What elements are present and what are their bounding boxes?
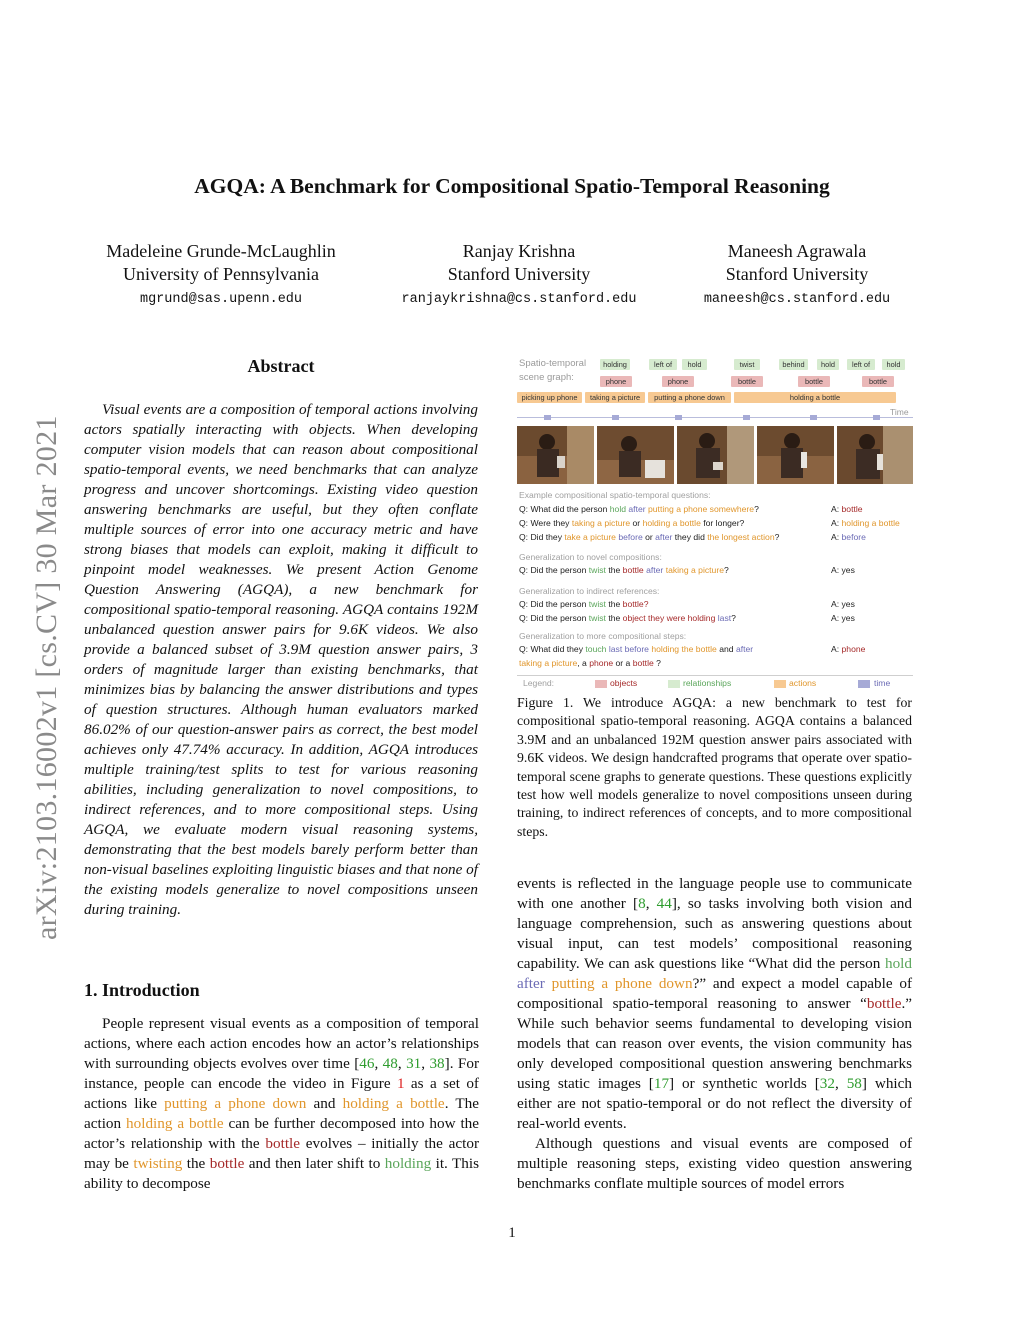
author-name: Ranjay Krishna <box>462 241 576 261</box>
relation-chip: left of <box>847 359 875 370</box>
author-affiliation: University of Pennsylvania <box>123 264 319 284</box>
example-question: Q: What did the person hold after putting a phone somewhere? <box>519 504 759 514</box>
arxiv-identifier: arXiv:2103.16002v1 [cs.CV] 30 Mar 2021 <box>30 415 63 940</box>
video-frame <box>677 426 754 484</box>
generalization-heading: Generalization to indirect references: <box>519 586 660 596</box>
legend-item: time <box>874 678 891 688</box>
object-chip: phone <box>662 376 694 387</box>
action-chip: picking up phone <box>517 392 582 403</box>
citation-link[interactable]: 44 <box>656 895 672 912</box>
example-answer: A: yes <box>831 613 855 623</box>
video-frame <box>597 426 674 484</box>
example-answer: A: phone <box>831 644 866 654</box>
citation-link[interactable]: 46 <box>359 1055 375 1072</box>
author-email[interactable]: ranjaykrishna@cs.stanford.edu <box>401 292 637 307</box>
example-answer: A: bottle <box>831 504 863 514</box>
author-3 <box>652 240 942 311</box>
relation-chip: hold <box>817 359 839 370</box>
time-tick <box>612 415 619 420</box>
relation-chip: hold <box>882 359 905 370</box>
citation-link[interactable]: 38 <box>429 1055 445 1072</box>
legend-swatch-actions <box>774 680 786 688</box>
object-chip: bottle <box>862 376 894 387</box>
action-chip: taking a picture <box>585 392 645 403</box>
abstract-text: Visual events are a composition of temporal actions involving actors spatially interacting with objects. When developing computer vision models that can reason about compositional spatio-temporal events, we need benchmarks that can analyze progress and uncover shortcomings. Existing video question answering benchmarks are useful, but they often conflate multiple sources of error into one accuracy metric and have strong biases that models can exploit, making it difficult to pinpoint model weaknesses. We present Action Genome Question Answering (AGQA), a new benchmark for compositional spatio-temporal reasoning. AGQA contains 192M unbalanced question answer pairs for 9.6K videos. We also provide a balanced subset of 3.9M question answer pairs, 3 orders of magnitude larger than existing benchmarks, that minimizes bias by balancing the answer distributions and types of question structures. Although human evaluators marked 86.02% of our question-answer pairs as correct, the best model achieves only 47.74% accuracy. In addition, AGQA introduces multiple training/test splits to test for various reasoning abilities, including generalization to novel compositions, to indirect references, and to more compositional steps. Using AGQA, we evaluate modern visual reasoning systems, demonstrating that the best models barely perform better than non-visual baselines exploiting linguistic biases and that none of the existing models generalize to novel compositions unseen during training. <box>84 401 478 918</box>
frame-image <box>597 426 674 484</box>
object-chip: bottle <box>798 376 830 387</box>
video-frame <box>757 426 834 484</box>
frame-image <box>677 426 754 484</box>
example-answer: A: yes <box>831 599 855 609</box>
relation-chip: hold <box>682 359 707 370</box>
author-email[interactable]: maneesh@cs.stanford.edu <box>703 292 891 307</box>
time-tick <box>873 415 880 420</box>
citation-link[interactable]: 58 <box>846 1075 862 1092</box>
figure-1 <box>517 356 913 692</box>
author-name: Maneesh Agrawala <box>727 241 867 261</box>
author-affiliation: Stanford University <box>725 264 869 284</box>
author-affiliation: Stanford University <box>447 264 591 284</box>
legend-swatch-objects <box>595 680 607 688</box>
citation-link[interactable]: 32 <box>819 1075 835 1092</box>
example-question: Q: Did the person twist the object they were holding last? <box>519 613 736 623</box>
video-frame <box>837 426 914 484</box>
introduction-paragraph: People represent visual events as a composition of temporal actions, where each action encodes how an actor’s relationships with surrounding objects evolves over time [46, 48, 31, 38]. For instance, people can encode the video in Figure 1 as a set of actions like putting a phone down and holding a bottle. The action holding a bottle can be further decomposed into how the actor’s relationship with the bottle evolves – initially the actor may be twisting the bottle and then later shift to holding it. This ability to decompose <box>84 1015 480 1192</box>
author-2 <box>374 240 664 311</box>
time-tick <box>675 415 682 420</box>
figure-caption: Figure 1. We introduce AGQA: a new benchmark to test for compositional spatio-temporal reasoning. AGQA contains a balanced 3.9M and an unbalanced 192M question answer pairs associated with 9.6K videos. We design handcrafted programs that operate over spatio-temporal scene graphs to generate questions. These questions explicitly test how well models generalize to novel compositions unseen during training, to indirect references of concepts, and to more compositional steps. <box>517 695 912 839</box>
legend-item: objects <box>610 678 638 688</box>
example-question-cont: taking a picture, a phone or a bottle ? <box>519 658 661 668</box>
legend-item: relationships <box>683 678 732 688</box>
relation-chip: left of <box>649 359 677 370</box>
example-question: Q: Did the person twist the bottle after taking a picture? <box>519 565 729 575</box>
citation-link[interactable]: 8 <box>638 895 646 912</box>
example-answer: A: before <box>831 532 866 542</box>
frame-image <box>757 426 834 484</box>
generalization-heading: Generalization to more compositional steps: <box>519 631 687 641</box>
object-chip: phone <box>600 376 632 387</box>
time-tick <box>810 415 817 420</box>
relation-chip: twist <box>734 359 760 370</box>
section-heading-introduction: 1. Introduction <box>84 980 200 1000</box>
time-tick <box>544 415 551 420</box>
citation-link[interactable]: 31 <box>406 1055 422 1072</box>
legend-swatch-relationships <box>668 680 680 688</box>
legend-swatch-time <box>858 680 870 688</box>
time-axis-label: Time <box>890 407 909 417</box>
example-answer: A: holding a bottle <box>831 518 900 528</box>
right-column-text <box>517 874 912 1194</box>
generalization-heading: Generalization to novel compositions: <box>519 552 662 562</box>
author-name: Madeleine Grunde-McLaughlin <box>106 241 336 261</box>
legend-item: actions <box>789 678 817 688</box>
action-chip: putting a phone down <box>648 392 731 403</box>
citation-link[interactable]: 17 <box>653 1075 670 1092</box>
scene-graph-label: Spatio-temporal <box>519 358 587 369</box>
questions-heading: Example compositional spatio-temporal questions: <box>519 490 711 500</box>
citation-link[interactable]: 48 <box>382 1055 398 1072</box>
scene-graph-label: scene graph: <box>519 372 574 383</box>
legend-divider <box>517 675 913 676</box>
example-answer: A: yes <box>831 565 855 575</box>
paragraph: Although questions and visual events are composed of multiple reasoning steps, existing video question answering benchmarks conflate multiple sources of model errors <box>517 1135 912 1192</box>
example-question: Q: Did the person twist the bottle? <box>519 599 649 609</box>
figure-ref-link[interactable]: 1 <box>396 1075 405 1092</box>
video-frame <box>517 426 594 484</box>
action-chip: holding a bottle <box>734 392 896 403</box>
author-1 <box>76 240 366 311</box>
relation-chip: behind <box>779 359 808 370</box>
author-email[interactable]: mgrund@sas.upenn.edu <box>139 292 303 307</box>
legend-label: Legend: <box>523 678 555 688</box>
frame-image <box>517 426 594 484</box>
frame-image <box>837 426 913 484</box>
relation-chip: holding <box>600 359 630 370</box>
timeline-axis <box>517 417 913 418</box>
time-tick <box>743 415 750 420</box>
example-question: Q: Did they take a picture before or after they did the longest action? <box>519 532 780 542</box>
example-question: Q: Were they taking a picture or holding a bottle for longer? <box>519 518 745 528</box>
paragraph: events is reflected in the language people use to communicate with one another [8, 44], so tasks involving both vision and language comprehension, such as answering questions about visual input, can test models’ compositional reasoning capability. We can ask questions like “What did the person hold after putting a phone down?” and expect a model capable of compositional spatio-temporal reasoning to answer “bottle.” While such behavior seems fundamental to developing vision models that can reason over events, the vision community has only developed compositional question answering benchmarks using static images [17] or synthetic worlds [32, 58] which either are not spatio-temporal or do not reflect the diversity of real-world events. <box>517 875 913 1132</box>
object-chip: bottle <box>731 376 763 387</box>
paper-title: AGQA: A Benchmark for Compositional Spatio-Temporal Reasoning <box>194 174 830 198</box>
example-question: Q: What did they touch last before holding the bottle and after <box>519 644 754 654</box>
abstract-heading: Abstract <box>247 356 315 376</box>
page-number: 1 <box>508 1225 516 1241</box>
